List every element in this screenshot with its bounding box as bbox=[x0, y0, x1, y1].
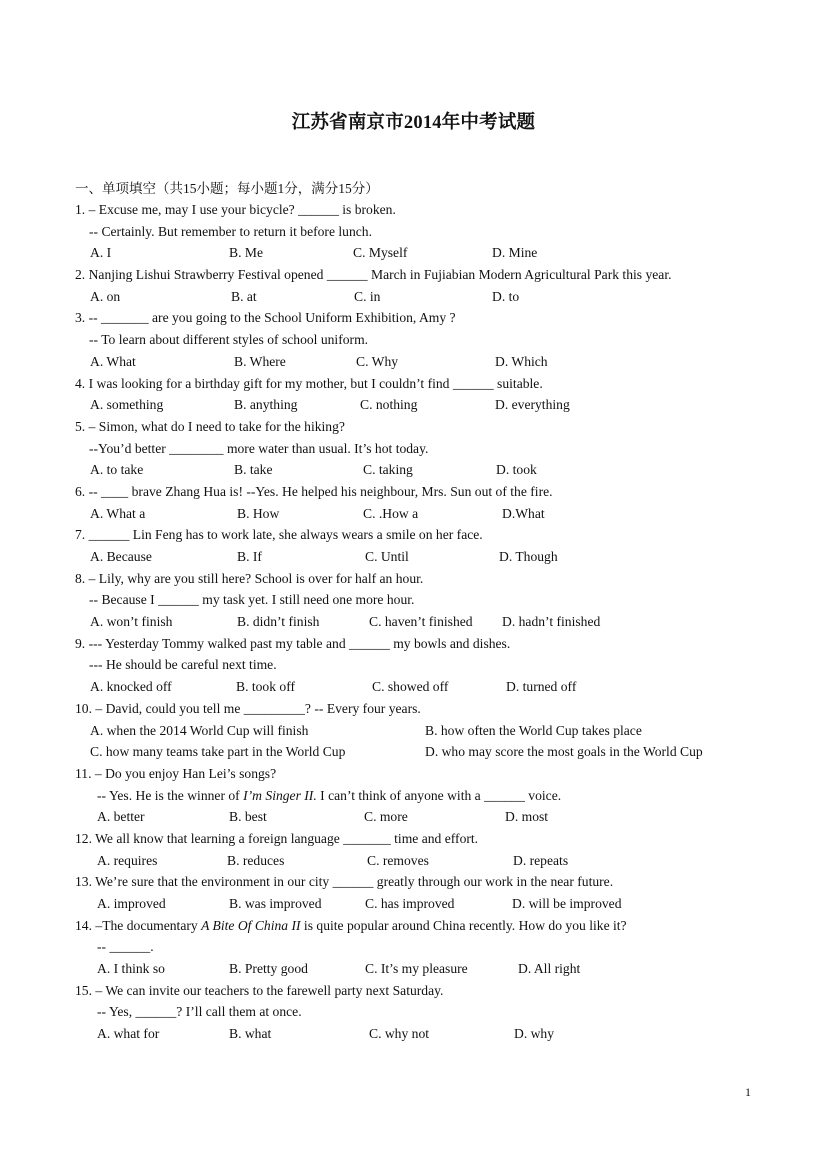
question-6-stem: 6. -- ____ brave Zhang Hua is! --Yes. He helped his neighbour, Mrs. Sun out of the fire. bbox=[75, 483, 553, 499]
option-c: C. Until bbox=[365, 549, 409, 564]
question-14-reply: -- ______. bbox=[97, 939, 154, 955]
option-d: D. took bbox=[496, 462, 537, 478]
option-d: D. will be improved bbox=[512, 896, 622, 911]
option-b: B. How bbox=[237, 505, 280, 521]
option-c: C. .How a bbox=[363, 505, 419, 521]
option-b: B. didn’t finish bbox=[237, 614, 320, 630]
option-d: D.What bbox=[502, 505, 545, 521]
question-9-reply: --- He should be careful next time. bbox=[89, 657, 277, 673]
page-number: 1 bbox=[745, 1085, 751, 1099]
question-15-options bbox=[75, 1023, 775, 1045]
option-c: C. haven’t finished bbox=[369, 614, 473, 630]
option-a: A. on bbox=[90, 288, 121, 304]
question-2-options bbox=[75, 286, 775, 308]
question-14-options bbox=[75, 958, 775, 980]
question-2-stem: 2. Nanjing Lishui Strawberry Festival opened ______ March in Fujiabian Modern Agricultural Park this year. bbox=[75, 267, 672, 283]
stem-text-post: is quite popular around China recently. How do you like it? bbox=[300, 917, 627, 933]
question-10-options-cd bbox=[75, 741, 775, 763]
reply-text-pre: -- Yes. He is the winner of bbox=[97, 787, 244, 803]
option-d: D. All right bbox=[518, 961, 581, 977]
option-b: B. Where bbox=[234, 353, 286, 369]
option-b: B. what bbox=[229, 1026, 272, 1042]
option-b: B. anything bbox=[234, 397, 298, 413]
question-5-stem: 5. – Simon, what do I need to take for the hiking? bbox=[75, 418, 345, 434]
option-b: B. reduces bbox=[227, 852, 285, 868]
question-15-reply: -- Yes, ______? I’ll call them at once. bbox=[97, 1004, 302, 1020]
option-a: A. something bbox=[90, 397, 164, 413]
option-a: A. Because bbox=[90, 549, 152, 564]
question-11-reply bbox=[75, 785, 775, 807]
option-c: C. nothing bbox=[360, 397, 418, 413]
option-d: D. repeats bbox=[513, 852, 569, 868]
option-b: B. take bbox=[234, 462, 273, 478]
stem-text-pre: 14. –The documentary bbox=[75, 917, 202, 933]
option-c: C. removes bbox=[367, 852, 429, 868]
option-d: D. most bbox=[505, 809, 549, 825]
option-d: D. everything bbox=[495, 397, 570, 413]
question-14-stem bbox=[75, 915, 775, 937]
option-a: A. better bbox=[97, 809, 145, 825]
option-b: B. Pretty good bbox=[229, 961, 308, 977]
question-9-stem: 9. --- Yesterday Tommy walked past my table and ______ my bowls and dishes. bbox=[75, 635, 511, 651]
question-13-stem: 13. We’re sure that the environment in our city ______ greatly through our work in the near future. bbox=[75, 874, 614, 890]
option-a: A. what for bbox=[97, 1026, 160, 1042]
song-title: I’m Singer II. bbox=[243, 787, 317, 803]
option-c: C. in bbox=[354, 288, 381, 304]
question-11-stem: 11. – Do you enjoy Han Lei’s songs? bbox=[75, 765, 277, 781]
documentary-title: A Bite Of China II bbox=[201, 917, 301, 933]
question-12-options bbox=[75, 850, 775, 872]
option-a: A. knocked off bbox=[90, 679, 172, 695]
option-c: C. It’s my pleasure bbox=[365, 961, 468, 977]
option-d: D. Though bbox=[499, 549, 558, 564]
question-15-stem: 15. – We can invite our teachers to the farewell party next Saturday. bbox=[75, 982, 444, 998]
option-b: B. took off bbox=[236, 679, 296, 695]
question-3-stem: 3. -- _______ are you going to the School Uniform Exhibition, Amy ? bbox=[75, 310, 456, 326]
question-7-stem: 7. ______ Lin Feng has to work late, she always wears a smile on her face. bbox=[75, 527, 483, 543]
question-7-options bbox=[75, 546, 775, 568]
question-10-stem: 10. – David, could you tell me _________? -- Every four years. bbox=[75, 700, 421, 716]
option-c: C. why not bbox=[369, 1026, 430, 1042]
question-8-options bbox=[75, 611, 775, 633]
option-a: A. I think so bbox=[97, 961, 165, 977]
option-a: A. What bbox=[90, 353, 136, 369]
option-c: C. how many teams take part in the World Cup bbox=[90, 744, 346, 760]
option-a: A. improved bbox=[97, 896, 166, 911]
option-a: A. when the 2014 World Cup will finish bbox=[90, 722, 309, 738]
question-4-options bbox=[75, 394, 775, 416]
option-a: A. to take bbox=[90, 462, 144, 478]
question-1-stem: 1. – Excuse me, may I use your bicycle? ______ is broken. bbox=[75, 202, 396, 217]
option-c: C. Myself bbox=[353, 245, 408, 261]
section-heading: 一、单项填空（共15小题；每小题1分，满分15分） bbox=[75, 181, 379, 196]
question-5-reply: --You’d better ________ more water than usual. It’s hot today. bbox=[89, 440, 429, 456]
option-d: D. Mine bbox=[492, 245, 538, 261]
option-c: C. taking bbox=[363, 462, 413, 478]
question-9-options bbox=[75, 676, 775, 698]
option-b: B. at bbox=[231, 288, 257, 304]
reply-text-post: I can’t think of anyone with a ______ voice. bbox=[316, 787, 562, 803]
question-12-stem: 12. We all know that learning a foreign language _______ time and effort. bbox=[75, 830, 479, 846]
option-a: A. I bbox=[90, 245, 112, 261]
question-4-stem: 4. I was looking for a birthday gift for my mother, but I couldn’t find ______ suitable. bbox=[75, 375, 543, 391]
page-title: 江苏省南京市2014年中考试题 bbox=[291, 113, 536, 133]
option-c: C. Why bbox=[356, 353, 399, 369]
question-8-reply: -- Because I ______ my task yet. I still need one more hour. bbox=[89, 592, 415, 608]
question-8-stem: 8. – Lily, why are you still here? School is over for half an hour. bbox=[75, 570, 424, 586]
option-b: B. how often the World Cup takes place bbox=[425, 722, 642, 738]
question-list bbox=[75, 199, 775, 1045]
option-d: D. hadn’t finished bbox=[502, 614, 601, 630]
question-1-options bbox=[75, 242, 775, 264]
option-b: B. best bbox=[229, 809, 267, 825]
option-c: C. showed off bbox=[372, 679, 449, 695]
question-6-options bbox=[75, 503, 775, 525]
option-c: C. more bbox=[364, 809, 408, 825]
option-b: B. was improved bbox=[229, 896, 322, 911]
option-c: C. has improved bbox=[365, 896, 455, 911]
option-d: D. why bbox=[514, 1026, 555, 1042]
option-d: D. who may score the most goals in the World Cup bbox=[425, 744, 703, 760]
question-13-options bbox=[75, 893, 775, 915]
option-a: A. What a bbox=[90, 505, 146, 521]
question-10-options-ab bbox=[75, 720, 775, 742]
question-11-options bbox=[75, 806, 775, 828]
question-5-options bbox=[75, 459, 775, 481]
option-d: D. turned off bbox=[506, 679, 577, 695]
question-3-options bbox=[75, 351, 775, 373]
option-b: B. Me bbox=[229, 245, 263, 261]
option-a: A. won’t finish bbox=[90, 614, 173, 630]
option-d: D. Which bbox=[495, 353, 548, 369]
option-d: D. to bbox=[492, 288, 520, 304]
question-3-reply: -- To learn about different styles of school uniform. bbox=[89, 332, 369, 348]
option-a: A. requires bbox=[97, 852, 158, 868]
question-1-reply: -- Certainly. But remember to return it before lunch. bbox=[89, 223, 372, 239]
option-b: B. If bbox=[237, 549, 262, 564]
